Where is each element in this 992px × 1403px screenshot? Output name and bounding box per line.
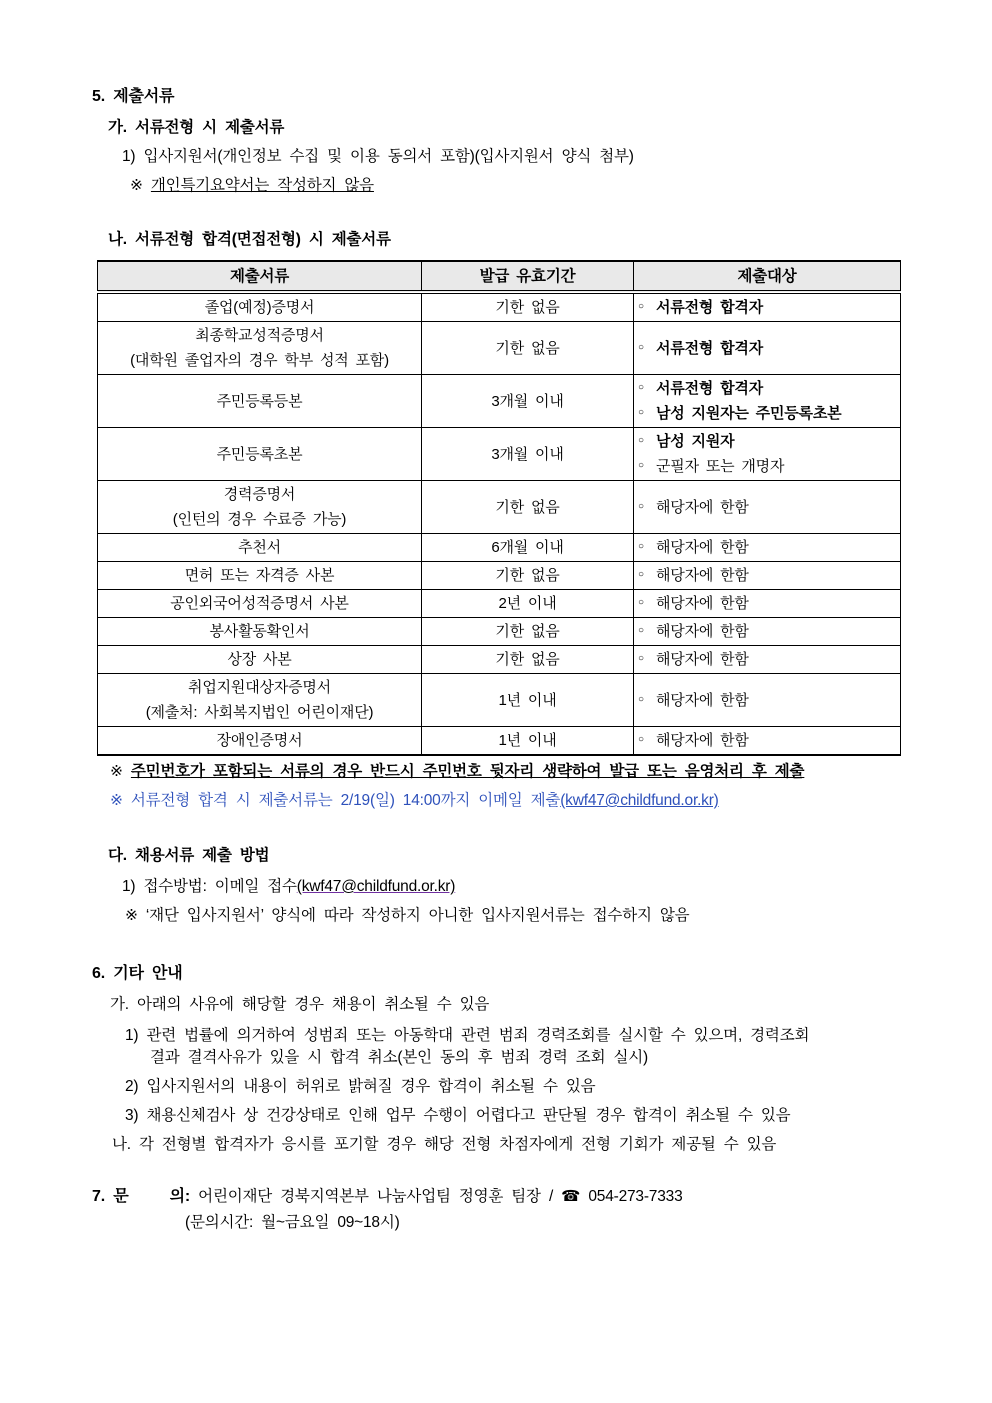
target-line (638, 401, 896, 426)
item-text: 1) 접수방법: 이메일 접수 (122, 878, 297, 895)
section5-item1: 1) 입사지원서(개인정보 수집 및 이용 동의서 포함)(입사지원서 양식 첨부) (122, 148, 634, 165)
section6-item1-line1: 1) 관련 법률에 의거하여 성범죄 또는 아동학대 관련 범죄 경력조회를 실시할 수 있으며, 경력조회 (125, 1027, 810, 1044)
section5-note-text: 개인특기요약서는 작성하지 않음 (150, 177, 374, 194)
section6-a-title: 가. 아래의 사유에 해당할 경우 채용이 취소될 수 있음 (110, 996, 490, 1013)
reference-mark: ※ (130, 177, 143, 194)
table-row (98, 674, 901, 727)
target-line (638, 454, 896, 479)
table-row (98, 562, 901, 590)
section5-title: 5. 제출서류 (92, 88, 175, 105)
section7-contact (92, 1186, 932, 1208)
doc-name: 장애인증명서 (98, 727, 422, 756)
target-text: 서류전형 합격자 (656, 380, 763, 397)
doc-name: 주민등록초본 (98, 428, 422, 481)
section5-a-title: 가. 서류전형 시 제출서류 (108, 119, 285, 136)
section5-c-note: ※ ‘재단 입사지원서’ 양식에 따라 작성하지 아니한 입사지원서류는 접수하지 않음 (125, 907, 690, 924)
section6-b-item: 나. 각 전형별 합격자가 응시를 포기할 경우 해당 전형 차점자에게 전형 기회가 제공될 수 있음 (112, 1136, 777, 1153)
target-line (638, 295, 896, 320)
circle-bullet-icon: ○ (638, 734, 644, 745)
section5-b-title: 나. 서류전형 합격(면접전형) 시 제출서류 (108, 231, 391, 248)
table-header-row (98, 261, 901, 292)
validity: 기한 없음 (422, 292, 634, 322)
target-line (638, 591, 896, 616)
doc-name: 최종학교성적증명서 (대학원 졸업자의 경우 학부 성적 포함) (98, 322, 422, 375)
section6-item2: 2) 입사지원서의 내용이 허위로 밝혀질 경우 합격이 취소될 수 있음 (125, 1078, 596, 1095)
doc-name: 경력증명서 (인턴의 경우 수료증 가능) (98, 481, 422, 534)
note-pii-text: 주민번호가 포함되는 서류의 경우 반드시 주민번호 뒷자리 생략하여 발급 또는 음영처리 후 제출 (130, 763, 805, 780)
table-row (98, 534, 901, 562)
target-line (638, 429, 896, 454)
validity: 2년 이내 (422, 590, 634, 618)
table-row (98, 322, 901, 375)
target-line (638, 728, 896, 753)
contact-info: 어린이재단 경북지역본부 나눔사업팀 정영훈 팀장 / ☎ 054-273-7333 (198, 1188, 683, 1205)
target-line (638, 535, 896, 560)
target-text: 해당자에 한함 (656, 623, 749, 640)
validity: 3개월 이내 (422, 375, 634, 428)
reference-mark: ※ (110, 792, 123, 809)
validity: 기한 없음 (422, 562, 634, 590)
circle-bullet-icon: ○ (638, 382, 644, 393)
target-line (638, 563, 896, 588)
circle-bullet-icon: ○ (638, 653, 644, 664)
table-row (98, 481, 901, 534)
note-pii (110, 761, 932, 783)
doc-name: 취업지원대상자증명서 (제출처: 사회복지법인 어린이재단) (98, 674, 422, 727)
target-text: 해당자에 한함 (656, 691, 749, 709)
target-line (638, 647, 896, 672)
target-text: 해당자에 한함 (656, 651, 749, 668)
circle-bullet-icon: ○ (638, 301, 644, 312)
section7-hours: (문의시간: 월~금요일 09~18시) (185, 1214, 400, 1231)
table-row (98, 590, 901, 618)
validity: 6개월 이내 (422, 534, 634, 562)
table-row (98, 646, 901, 674)
note-email-text: 서류전형 합격 시 제출서류는 2/19(일) 14:00까지 이메일 제출 (130, 792, 561, 809)
target-text: 남성 지원자는 주민등록초본 (656, 405, 842, 422)
doc-name: 공인외국어성적증명서 사본 (98, 590, 422, 618)
circle-bullet-icon: ○ (638, 407, 644, 418)
validity: 3개월 이내 (422, 428, 634, 481)
section6-item1-line2: 결과 결격사유가 있을 시 합격 취소(본인 동의 후 범죄 경력 조회 실시) (150, 1049, 648, 1066)
table-row (98, 428, 901, 481)
doc-name: 주민등록등본 (98, 375, 422, 428)
target-text: 서류전형 합격자 (656, 339, 763, 357)
circle-bullet-icon: ○ (638, 460, 644, 471)
header-validity: 발급 유효기간 (422, 261, 634, 292)
reference-mark: ※ (110, 763, 123, 780)
section5-c-item1 (122, 876, 932, 898)
target-line (638, 619, 896, 644)
target-text: 해당자에 한함 (656, 732, 749, 749)
table-row (98, 292, 901, 322)
target-text: 해당자에 한함 (656, 567, 749, 584)
doc-name: 상장 사본 (98, 646, 422, 674)
circle-bullet-icon: ○ (638, 569, 644, 580)
validity: 기한 없음 (422, 481, 634, 534)
table-row (98, 618, 901, 646)
section6-item3: 3) 채용신체검사 상 건강상태로 인해 업무 수행이 어렵다고 판단될 경우 합격이 취소될 수 있음 (125, 1107, 791, 1124)
circle-bullet-icon: ○ (638, 541, 644, 552)
target-line (638, 376, 896, 401)
submission-documents-table (97, 260, 901, 756)
table-row (98, 375, 901, 428)
target-line (638, 688, 896, 713)
email-link[interactable]: (kwf47@childfund.or.kr) (560, 792, 719, 809)
target-text: 서류전형 합격자 (656, 299, 763, 316)
doc-name: 졸업(예정)증명서 (98, 292, 422, 322)
validity: 1년 이내 (422, 727, 634, 756)
doc-name: 봉사활동확인서 (98, 618, 422, 646)
validity: 기한 없음 (422, 646, 634, 674)
circle-bullet-icon: ○ (638, 597, 644, 608)
target-line (638, 495, 896, 520)
target-text: 군필자 또는 개명자 (656, 458, 785, 475)
circle-bullet-icon: ○ (638, 341, 644, 353)
section6-title: 6. 기타 안내 (92, 965, 183, 982)
circle-bullet-icon: ○ (638, 625, 644, 636)
section5-note (130, 175, 932, 197)
header-document: 제출서류 (98, 261, 422, 292)
header-target: 제출대상 (634, 261, 901, 292)
note-email-deadline (110, 790, 932, 812)
circle-bullet-icon: ○ (638, 693, 644, 705)
target-text: 남성 지원자 (656, 433, 735, 450)
target-line (638, 336, 896, 361)
target-text: 해당자에 한함 (656, 595, 749, 612)
section7-label: 7. 문 의: (92, 1188, 191, 1205)
validity: 기한 없음 (422, 322, 634, 375)
validity: 1년 이내 (422, 674, 634, 727)
circle-bullet-icon: ○ (638, 435, 644, 446)
validity: 기한 없음 (422, 618, 634, 646)
doc-name: 추천서 (98, 534, 422, 562)
email-link[interactable]: (kwf47@childfund.or.kr) (296, 878, 456, 895)
section5-c-title: 다. 채용서류 제출 방법 (108, 847, 270, 864)
target-text: 해당자에 한함 (656, 539, 749, 556)
table-row (98, 727, 901, 756)
circle-bullet-icon: ○ (638, 500, 644, 512)
target-text: 해당자에 한함 (656, 498, 749, 516)
doc-name: 면허 또는 자격증 사본 (98, 562, 422, 590)
